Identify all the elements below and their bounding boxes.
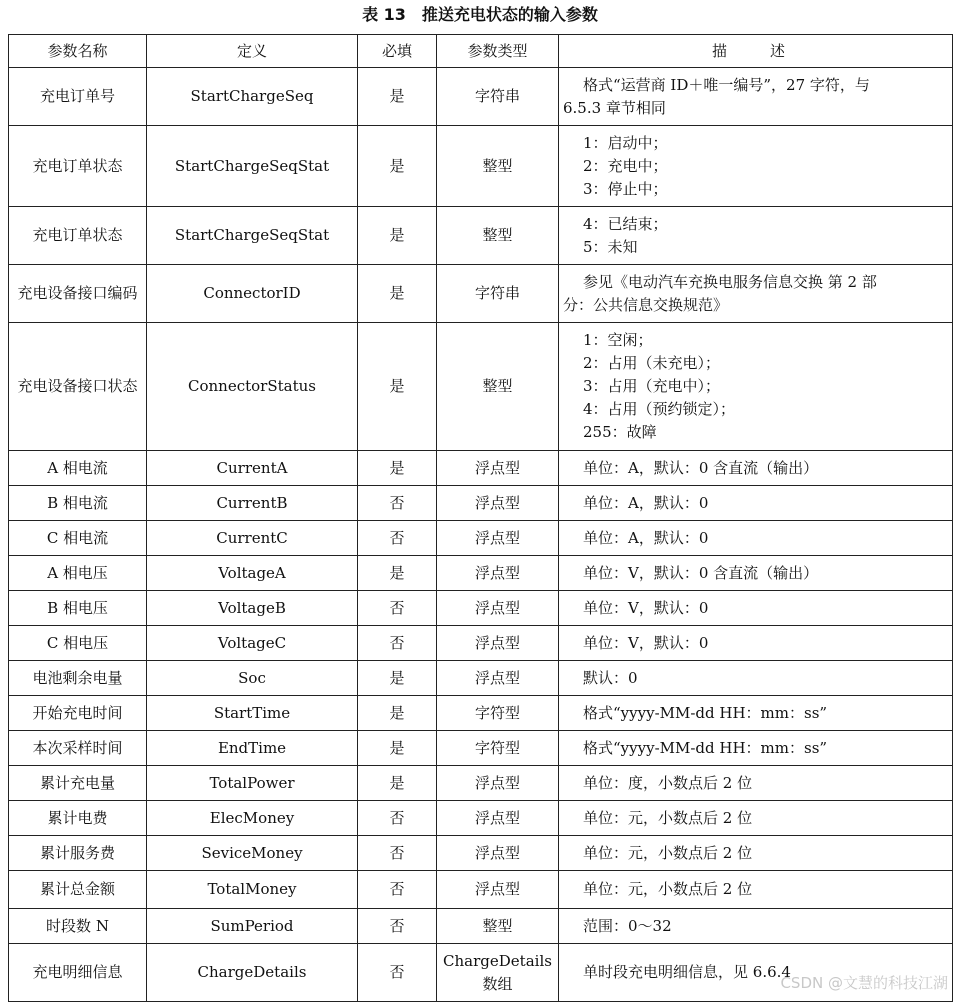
param-description-cell — [559, 451, 953, 486]
param-name-cell: 充电设备接口状态 — [9, 323, 147, 451]
param-type-cell: 浮点型 — [437, 556, 559, 591]
param-definition-cell: Soc — [147, 661, 358, 696]
param-description-cell — [559, 909, 953, 944]
param-required-cell: 否 — [358, 486, 437, 521]
description-line: 单位：A，默认：0 — [583, 528, 709, 547]
param-description-cell — [559, 871, 953, 909]
param-name-cell: 充电明细信息 — [9, 944, 147, 1002]
table-caption: 表 13 推送充电状态的输入参数 — [362, 5, 598, 24]
param-description-cell — [559, 766, 953, 801]
param-description-cell — [559, 731, 953, 766]
param-definition-cell: TotalPower — [147, 766, 358, 801]
param-type-cell: 浮点型 — [437, 871, 559, 909]
param-description-cell — [559, 68, 953, 126]
param-description-cell — [559, 323, 953, 451]
description-line: 2：充电中； — [583, 156, 668, 175]
param-required-cell: 否 — [358, 591, 437, 626]
param-definition-cell: StartTime — [147, 696, 358, 731]
param-required-cell: 否 — [358, 521, 437, 556]
table-row — [9, 836, 953, 871]
param-name-cell: B 相电压 — [9, 591, 147, 626]
param-type-cell: 整型 — [437, 323, 559, 451]
param-type-cell: 浮点型 — [437, 661, 559, 696]
description-line: 单位：V，默认：0 — [583, 598, 709, 617]
param-required-cell: 否 — [358, 801, 437, 836]
param-required-cell: 否 — [358, 871, 437, 909]
param-description-cell — [559, 836, 953, 871]
param-definition-cell: ElecMoney — [147, 801, 358, 836]
param-type-cell: 浮点型 — [437, 766, 559, 801]
param-required-cell: 是 — [358, 766, 437, 801]
param-type-cell: 浮点型 — [437, 486, 559, 521]
description-line: 单位：A，默认：0 — [583, 493, 709, 512]
param-description-cell — [559, 486, 953, 521]
description-line: 3：停止中； — [583, 179, 668, 198]
table-row — [9, 68, 953, 126]
table-row — [9, 207, 953, 265]
description-line: 范围：0～32 — [583, 916, 672, 935]
table-row — [9, 323, 953, 451]
param-name-cell: 电池剩余电量 — [9, 661, 147, 696]
table-row — [9, 661, 953, 696]
description-line: 1：空闲； — [583, 331, 653, 349]
param-description-cell — [559, 661, 953, 696]
param-type-cell: 整型 — [437, 207, 559, 265]
param-required-cell: 否 — [358, 944, 437, 1002]
table-row — [9, 801, 953, 836]
header-definition: 定义 — [147, 35, 358, 68]
param-type-cell: ChargeDetails 数组 — [437, 944, 559, 1002]
table-row — [9, 909, 953, 944]
description-line: 单位：元，小数点后 2 位 — [583, 843, 753, 862]
table-row — [9, 591, 953, 626]
param-description-cell — [559, 556, 953, 591]
param-definition-cell: ConnectorID — [147, 265, 358, 323]
description-line: 4：已结束； — [583, 214, 668, 233]
param-required-cell: 否 — [358, 909, 437, 944]
param-name-cell: 时段数 N — [9, 909, 147, 944]
param-name-cell: 累计充电量 — [9, 766, 147, 801]
table-row — [9, 626, 953, 661]
param-name-cell: 开始充电时间 — [9, 696, 147, 731]
param-type-cell: 浮点型 — [437, 591, 559, 626]
table-row — [9, 126, 953, 207]
description-line: 默认：0 — [583, 668, 638, 687]
param-name-cell: B 相电流 — [9, 486, 147, 521]
param-name-cell: 本次采样时间 — [9, 731, 147, 766]
param-name-cell: C 相电流 — [9, 521, 147, 556]
table-row — [9, 521, 953, 556]
param-required-cell: 是 — [358, 556, 437, 591]
description-line: 3：占用（充电中）； — [583, 377, 721, 395]
param-description-cell — [559, 126, 953, 207]
description-line: 单位：V，默认：0 — [583, 633, 709, 652]
header-type: 参数类型 — [437, 35, 559, 68]
param-description-cell — [559, 207, 953, 265]
param-definition-cell: SeviceMoney — [147, 836, 358, 871]
description-line: 5：未知 — [583, 237, 638, 256]
param-type-cell: 浮点型 — [437, 626, 559, 661]
param-type-cell: 字符串 — [437, 68, 559, 126]
param-required-cell: 是 — [358, 207, 437, 265]
param-definition-cell: CurrentC — [147, 521, 358, 556]
description-line: 255：故障 — [583, 423, 657, 441]
param-name-cell: 累计服务费 — [9, 836, 147, 871]
param-description-cell — [559, 626, 953, 661]
description-line: 单位：V，默认：0 含直流（输出） — [583, 563, 819, 582]
param-type-cell: 字符型 — [437, 696, 559, 731]
param-name-cell: 累计总金额 — [9, 871, 147, 909]
description-line: 单时段充电明细信息，见 6.6.4 — [583, 963, 791, 981]
param-definition-cell: StartChargeSeqStat — [147, 126, 358, 207]
param-definition-cell: VoltageB — [147, 591, 358, 626]
param-description-cell — [559, 696, 953, 731]
param-definition-cell: EndTime — [147, 731, 358, 766]
description-line: 单位：元，小数点后 2 位 — [583, 808, 753, 827]
param-name-cell: A 相电压 — [9, 556, 147, 591]
param-name-cell: A 相电流 — [9, 451, 147, 486]
param-type-cell: 整型 — [437, 909, 559, 944]
param-description-cell — [559, 591, 953, 626]
param-required-cell: 是 — [358, 265, 437, 323]
param-type-cell: 浮点型 — [437, 451, 559, 486]
param-definition-cell: SumPeriod — [147, 909, 358, 944]
table-row — [9, 731, 953, 766]
watermark: CSDN @文慧的科技江湖 — [780, 974, 948, 992]
description-line: 1：启动中； — [583, 133, 668, 152]
table-row — [9, 556, 953, 591]
param-type-cell: 浮点型 — [437, 801, 559, 836]
param-name-cell: 充电订单状态 — [9, 126, 147, 207]
param-name-cell: 累计电费 — [9, 801, 147, 836]
description-line: 格式“运营商 ID＋唯一编号”，27 字符，与 — [583, 75, 870, 94]
param-required-cell: 是 — [358, 731, 437, 766]
param-name-cell: 充电订单状态 — [9, 207, 147, 265]
param-definition-cell: VoltageA — [147, 556, 358, 591]
description-line: 单位：元，小数点后 2 位 — [583, 880, 753, 898]
param-definition-cell: ConnectorStatus — [147, 323, 358, 451]
param-required-cell: 是 — [358, 696, 437, 731]
parameter-table — [8, 34, 953, 1002]
description-line: 6.5.3 章节相同 — [563, 98, 666, 117]
param-definition-cell: VoltageC — [147, 626, 358, 661]
description-line: 4：占用（预约锁定）； — [583, 400, 736, 418]
param-description-cell — [559, 265, 953, 323]
param-description-cell — [559, 521, 953, 556]
param-required-cell: 是 — [358, 126, 437, 207]
param-type-cell: 浮点型 — [437, 521, 559, 556]
param-definition-cell: ChargeDetails — [147, 944, 358, 1002]
description-line: 格式“yyyy-MM-dd HH：mm：ss” — [583, 738, 828, 757]
table-row — [9, 486, 953, 521]
param-required-cell: 是 — [358, 451, 437, 486]
table-row — [9, 265, 953, 323]
table-row — [9, 871, 953, 909]
param-name-cell: 充电设备接口编码 — [9, 265, 147, 323]
param-name-cell: 充电订单号 — [9, 68, 147, 126]
param-definition-cell: CurrentB — [147, 486, 358, 521]
description-line: 参见《电动汽车充换电服务信息交换 第 2 部 — [583, 272, 877, 291]
description-line: 2：占用（未充电）； — [583, 354, 721, 372]
description-line: 单位：A，默认：0 含直流（输出） — [583, 458, 819, 477]
description-line: 格式“yyyy-MM-dd HH：mm：ss” — [583, 703, 828, 722]
description-line: 单位：度，小数点后 2 位 — [583, 773, 753, 792]
table-row — [9, 451, 953, 486]
header-required: 必填 — [358, 35, 437, 68]
param-name-cell: C 相电压 — [9, 626, 147, 661]
table-row — [9, 696, 953, 731]
param-required-cell: 否 — [358, 626, 437, 661]
param-definition-cell: StartChargeSeq — [147, 68, 358, 126]
param-definition-cell: StartChargeSeqStat — [147, 207, 358, 265]
table-row — [9, 766, 953, 801]
param-type-cell: 整型 — [437, 126, 559, 207]
header-description: 描 述 — [559, 35, 953, 68]
param-type-cell: 字符型 — [437, 731, 559, 766]
param-required-cell: 是 — [358, 661, 437, 696]
param-definition-cell: TotalMoney — [147, 871, 358, 909]
param-description-cell — [559, 801, 953, 836]
header-name: 参数名称 — [9, 35, 147, 68]
param-type-cell: 字符串 — [437, 265, 559, 323]
param-required-cell: 是 — [358, 323, 437, 451]
param-required-cell: 是 — [358, 68, 437, 126]
table-body — [9, 68, 953, 1002]
description-line: 分：公共信息交换规范》 — [563, 295, 729, 314]
param-definition-cell: CurrentA — [147, 451, 358, 486]
table-header-row — [9, 35, 953, 68]
param-type-cell: 浮点型 — [437, 836, 559, 871]
param-required-cell: 否 — [358, 836, 437, 871]
